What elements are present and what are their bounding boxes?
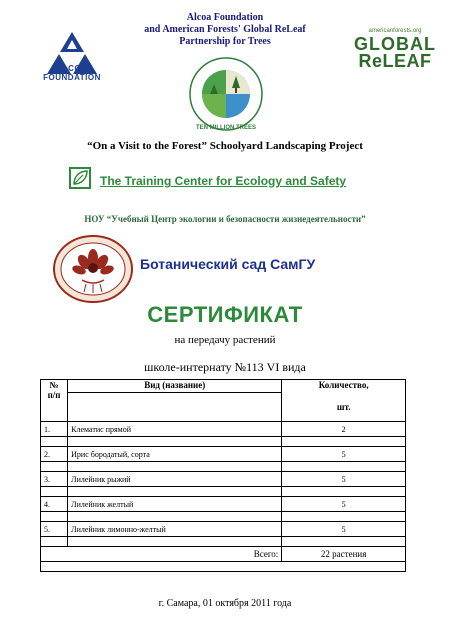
row-num: 2. — [41, 447, 68, 462]
row-name: Лилейник желтый — [68, 497, 282, 512]
row-qty: 5 — [282, 447, 406, 462]
sponsor-line-2: and American Forests' Global ReLeaf — [144, 24, 306, 35]
row-qty: 2 — [282, 422, 406, 437]
row-qty: 5 — [282, 472, 406, 487]
sponsor-line-3: Partnership for Trees — [179, 36, 271, 47]
row-num: 3. — [41, 472, 68, 487]
row-name: Лилейник лимонно-желтый — [68, 522, 282, 537]
table-spacer-row — [41, 437, 406, 447]
header-num-line2: п/п — [47, 390, 61, 400]
header-qty-line1: Количество, — [318, 380, 369, 390]
header-qty — [282, 380, 406, 422]
alcoa-wordmark — [30, 64, 114, 82]
releaf-url: americanforests.org — [368, 28, 422, 34]
garden-name: Ботанический сад СамГУ — [140, 256, 316, 272]
certificate-recipient: школе-интернату №113 VI вида — [144, 360, 306, 374]
table-total-row — [41, 547, 406, 562]
certificate-subtitle: на передачу растений — [174, 334, 276, 346]
ten-million-trees-emblem — [188, 56, 264, 132]
alcoa-wordmark-text: ALCOA FOUNDATION — [43, 64, 101, 82]
table-header-row — [41, 380, 406, 393]
header-num-line1: № — [49, 380, 59, 390]
total-label: Всего: — [41, 547, 282, 562]
row-num: 5. — [41, 522, 68, 537]
table-row — [41, 447, 406, 462]
row-name: Лилейник рыжий — [68, 472, 282, 487]
sponsor-line-1: Alcoa Foundation — [186, 12, 264, 23]
releaf-word-releaf: ReLEAF — [358, 51, 432, 71]
total-value: 22 растения — [282, 547, 406, 562]
row-qty: 5 — [282, 522, 406, 537]
header-name-blank — [68, 393, 282, 422]
botanical-garden-seal — [52, 234, 134, 304]
row-num: 1. — [41, 422, 68, 437]
table-spacer-row — [41, 537, 406, 547]
header-qty-line2: шт. — [336, 402, 351, 412]
sponsor-header — [120, 12, 330, 48]
table-row — [41, 497, 406, 512]
row-name: Клематис прямой — [68, 422, 282, 437]
table-spacer-row — [41, 462, 406, 472]
footer-place-date: г. Самара, 01 октября 2011 года — [158, 598, 292, 609]
plants-table — [40, 379, 406, 572]
table-row — [41, 522, 406, 537]
emblem-text: TEN MILLION TREES — [196, 125, 256, 131]
training-center-title: The Training Center for Ecology and Safety — [100, 174, 347, 188]
releaf-word-global: GLOBAL — [354, 34, 436, 54]
row-qty: 5 — [282, 497, 406, 512]
leaf-icon — [68, 166, 92, 190]
certificate-title: СЕРТИФИКАТ — [147, 302, 303, 327]
table-row — [41, 422, 406, 437]
row-name: Ирис бородатый, сорта — [68, 447, 282, 462]
nou-name: НОУ “Учебный Центр экологии и безопасности жизнедеятельности” — [84, 214, 366, 224]
project-title: “On a Visit to the Forest” Schoolyard Landscaping Project — [87, 140, 363, 152]
table-spacer-row — [41, 512, 406, 522]
row-num: 4. — [41, 497, 68, 512]
table-row — [41, 472, 406, 487]
table-bottom-row — [41, 562, 406, 572]
header-num — [41, 380, 68, 422]
header-name: Вид (название) — [68, 380, 282, 393]
table-spacer-row — [41, 487, 406, 497]
